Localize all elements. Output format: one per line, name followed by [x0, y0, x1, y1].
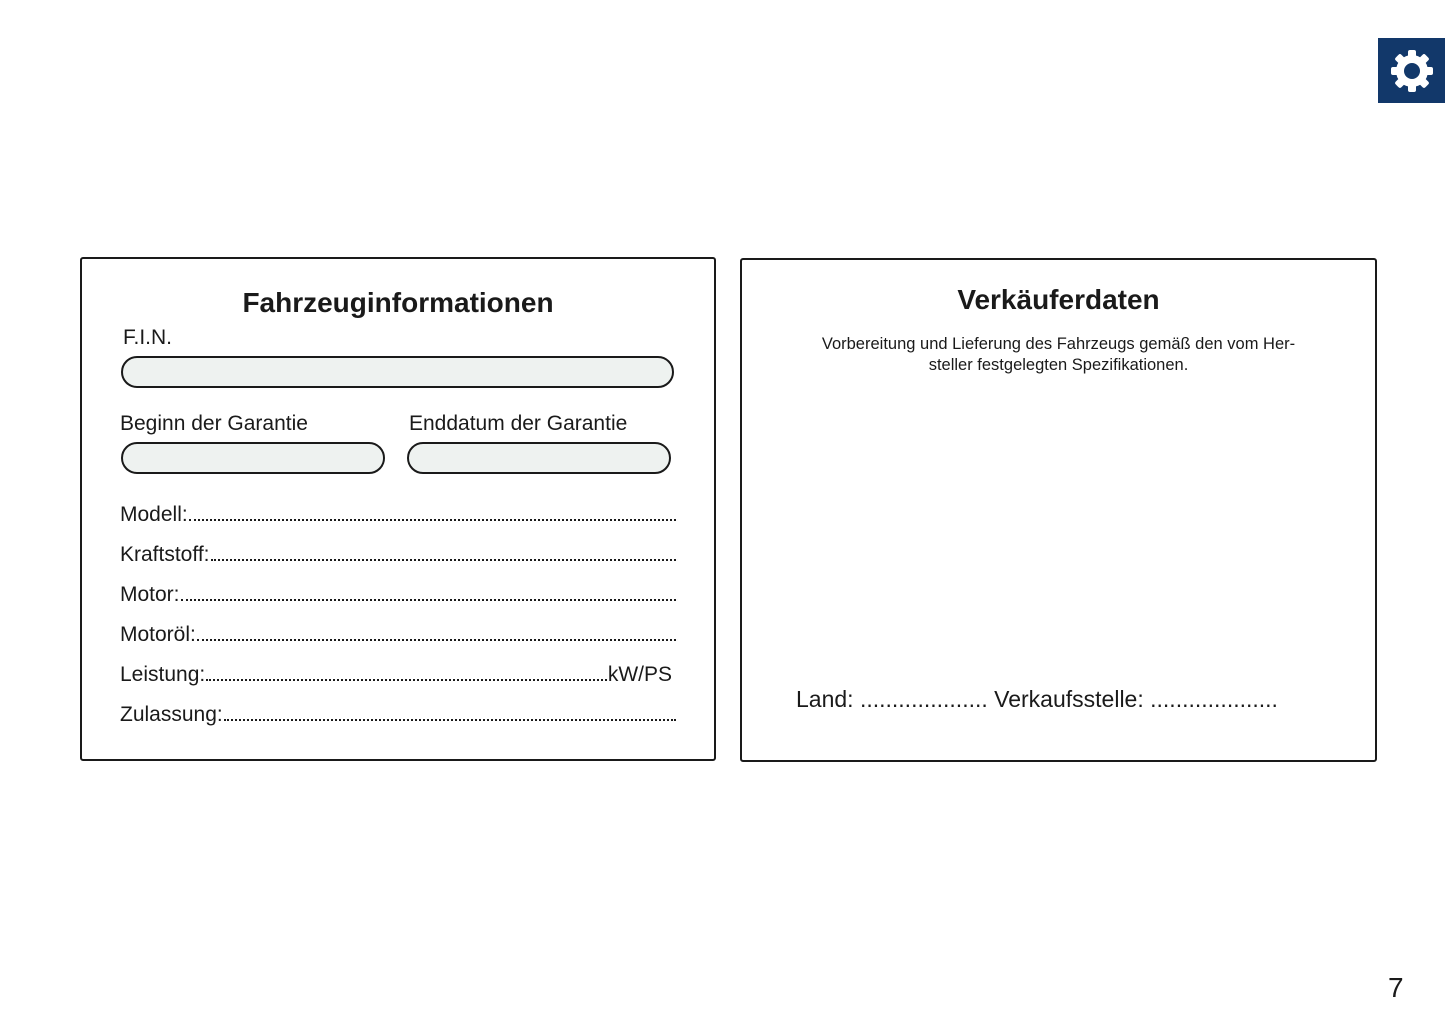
field-row-registration[interactable]	[120, 703, 676, 727]
field-label: Kraftstoff:	[120, 543, 210, 566]
field-row-fuel[interactable]	[120, 543, 676, 567]
page-number: 7	[1388, 972, 1404, 1003]
dotted-fill-line[interactable]	[224, 719, 676, 721]
seller-data-title: Verkäuferdaten	[957, 284, 1160, 315]
field-row-engine-oil[interactable]	[120, 623, 676, 647]
seller-description	[782, 334, 1335, 376]
dotted-fill-line[interactable]	[206, 679, 607, 681]
dotted-fill-line[interactable]	[181, 599, 676, 601]
field-label: Leistung:	[120, 663, 206, 686]
fin-label: F.I.N.	[123, 326, 173, 349]
seller-data-card	[740, 258, 1377, 762]
dotted-fill-line[interactable]	[211, 559, 677, 561]
vehicle-info-title: Fahrzeuginformationen	[242, 287, 554, 318]
power-unit: kW/PS	[607, 663, 672, 686]
field-label: Motoröl:	[120, 623, 196, 646]
warranty-start-label: Beginn der Garantie	[120, 412, 308, 435]
warranty-end-label: Enddatum der Garantie	[409, 412, 628, 435]
country-field[interactable]: ....................	[859, 686, 988, 712]
field-row-model[interactable]	[120, 503, 676, 527]
dotted-fill-line[interactable]	[197, 639, 676, 641]
seller-description-line: Vorbereitung und Lieferung des Fahrzeugs gemäß den vom Her-	[821, 335, 1296, 353]
country-dealer-line	[796, 686, 1278, 713]
field-label: Modell:	[120, 503, 188, 526]
field-row-engine[interactable]	[120, 583, 676, 607]
vehicle-info-card	[80, 257, 716, 761]
country-label: Land:	[796, 686, 854, 712]
seller-description-line: steller festgelegten Spezifikationen.	[928, 356, 1189, 374]
dotted-fill-line[interactable]	[189, 519, 676, 521]
gear-icon-tab	[1378, 38, 1445, 103]
field-label: Motor:	[120, 583, 180, 606]
warranty-start-input[interactable]	[121, 442, 385, 474]
gear-icon	[1388, 47, 1436, 95]
warranty-end-input[interactable]	[407, 442, 671, 474]
field-row-power[interactable]	[120, 663, 672, 687]
dealer-label: Verkaufsstelle:	[994, 686, 1144, 712]
dealer-field[interactable]: ....................	[1150, 686, 1278, 712]
fin-input[interactable]	[121, 356, 674, 388]
field-label: Zulassung:	[120, 703, 223, 726]
